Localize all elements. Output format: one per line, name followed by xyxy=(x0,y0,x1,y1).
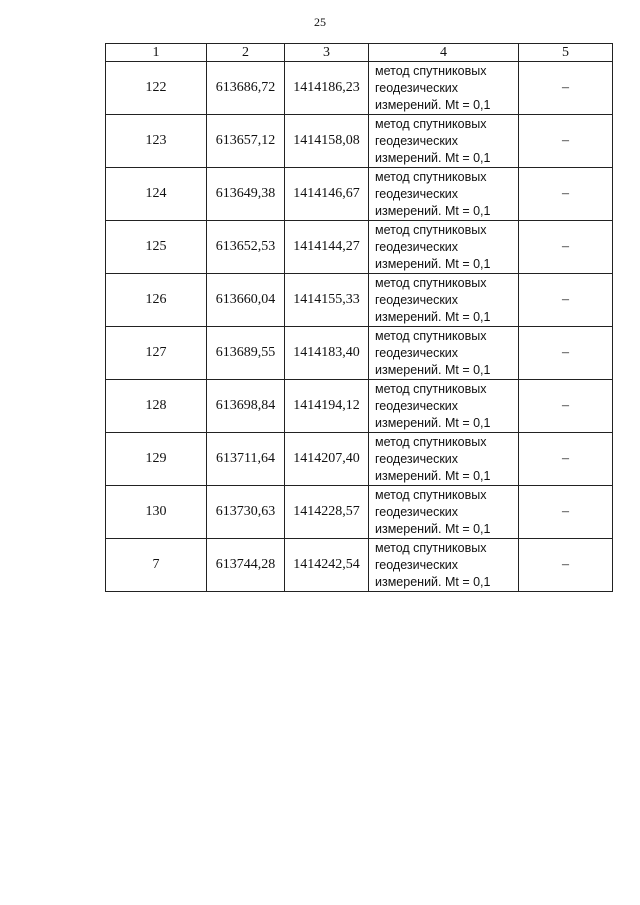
method-line: метод спутниковых xyxy=(375,381,487,396)
method-description xyxy=(369,62,519,115)
table-row xyxy=(106,380,613,433)
y-coordinate: 1414186,23 xyxy=(285,62,369,115)
col5-value: – xyxy=(519,168,613,221)
method-line: геодезических xyxy=(375,345,459,360)
table-body xyxy=(106,62,613,592)
header-col-4: 4 xyxy=(369,44,519,62)
col5-value: – xyxy=(519,115,613,168)
y-coordinate: 1414242,54 xyxy=(285,539,369,592)
method-line: метод спутниковых xyxy=(375,540,487,555)
header-col-1: 1 xyxy=(106,44,207,62)
method-line: измерений. Mt = 0,1 xyxy=(375,521,491,536)
method-line: геодезических xyxy=(375,451,459,466)
y-coordinate: 1414228,57 xyxy=(285,486,369,539)
method-line: метод спутниковых xyxy=(375,275,487,290)
col5-value: – xyxy=(519,433,613,486)
method-line: измерений. Mt = 0,1 xyxy=(375,150,491,165)
x-coordinate: 613711,64 xyxy=(207,433,285,486)
y-coordinate: 1414144,27 xyxy=(285,221,369,274)
method-line: геодезических xyxy=(375,133,459,148)
x-coordinate: 613649,38 xyxy=(207,168,285,221)
method-line: измерений. Mt = 0,1 xyxy=(375,415,491,430)
method-line: геодезических xyxy=(375,504,459,519)
method-description xyxy=(369,327,519,380)
point-number: 7 xyxy=(106,539,207,592)
y-coordinate: 1414155,33 xyxy=(285,274,369,327)
y-coordinate: 1414207,40 xyxy=(285,433,369,486)
header-col-2: 2 xyxy=(207,44,285,62)
point-number: 125 xyxy=(106,221,207,274)
x-coordinate: 613744,28 xyxy=(207,539,285,592)
table-row xyxy=(106,62,613,115)
method-line: метод спутниковых xyxy=(375,63,487,78)
method-description xyxy=(369,539,519,592)
method-description xyxy=(369,115,519,168)
method-line: измерений. Mt = 0,1 xyxy=(375,97,491,112)
x-coordinate: 613686,72 xyxy=(207,62,285,115)
table-row xyxy=(106,168,613,221)
method-line: метод спутниковых xyxy=(375,116,487,131)
table-row xyxy=(106,486,613,539)
coordinates-table xyxy=(105,43,613,592)
point-number: 130 xyxy=(106,486,207,539)
header-col-5: 5 xyxy=(519,44,613,62)
col5-value: – xyxy=(519,380,613,433)
method-line: измерений. Mt = 0,1 xyxy=(375,468,491,483)
method-description xyxy=(369,168,519,221)
point-number: 129 xyxy=(106,433,207,486)
x-coordinate: 613657,12 xyxy=(207,115,285,168)
method-line: геодезических xyxy=(375,557,459,572)
col5-value: – xyxy=(519,486,613,539)
method-line: геодезических xyxy=(375,239,459,254)
y-coordinate: 1414194,12 xyxy=(285,380,369,433)
table-row xyxy=(106,433,613,486)
table-row xyxy=(106,221,613,274)
method-description xyxy=(369,433,519,486)
y-coordinate: 1414158,08 xyxy=(285,115,369,168)
table-row xyxy=(106,327,613,380)
point-number: 127 xyxy=(106,327,207,380)
table-row xyxy=(106,274,613,327)
point-number: 123 xyxy=(106,115,207,168)
method-line: геодезических xyxy=(375,80,459,95)
method-description xyxy=(369,221,519,274)
method-line: геодезических xyxy=(375,186,459,201)
point-number: 126 xyxy=(106,274,207,327)
method-line: метод спутниковых xyxy=(375,222,487,237)
method-line: метод спутниковых xyxy=(375,169,487,184)
col5-value: – xyxy=(519,539,613,592)
col5-value: – xyxy=(519,327,613,380)
x-coordinate: 613660,04 xyxy=(207,274,285,327)
col5-value: – xyxy=(519,221,613,274)
method-line: измерений. Mt = 0,1 xyxy=(375,203,491,218)
y-coordinate: 1414183,40 xyxy=(285,327,369,380)
method-line: измерений. Mt = 0,1 xyxy=(375,362,491,377)
x-coordinate: 613652,53 xyxy=(207,221,285,274)
method-line: метод спутниковых xyxy=(375,434,487,449)
method-line: измерений. Mt = 0,1 xyxy=(375,574,491,589)
x-coordinate: 613730,63 xyxy=(207,486,285,539)
method-line: метод спутниковых xyxy=(375,328,487,343)
method-line: геодезических xyxy=(375,292,459,307)
point-number: 122 xyxy=(106,62,207,115)
table-row xyxy=(106,115,613,168)
method-line: измерений. Mt = 0,1 xyxy=(375,256,491,271)
method-description xyxy=(369,274,519,327)
y-coordinate: 1414146,67 xyxy=(285,168,369,221)
table-row xyxy=(106,539,613,592)
method-line: геодезических xyxy=(375,398,459,413)
point-number: 128 xyxy=(106,380,207,433)
method-description xyxy=(369,380,519,433)
method-description xyxy=(369,486,519,539)
method-line: метод спутниковых xyxy=(375,487,487,502)
header-col-3: 3 xyxy=(285,44,369,62)
method-line: измерений. Mt = 0,1 xyxy=(375,309,491,324)
table-header-row xyxy=(106,44,613,62)
col5-value: – xyxy=(519,274,613,327)
point-number: 124 xyxy=(106,168,207,221)
x-coordinate: 613689,55 xyxy=(207,327,285,380)
page-number: 25 xyxy=(314,15,326,29)
x-coordinate: 613698,84 xyxy=(207,380,285,433)
col5-value: – xyxy=(519,62,613,115)
